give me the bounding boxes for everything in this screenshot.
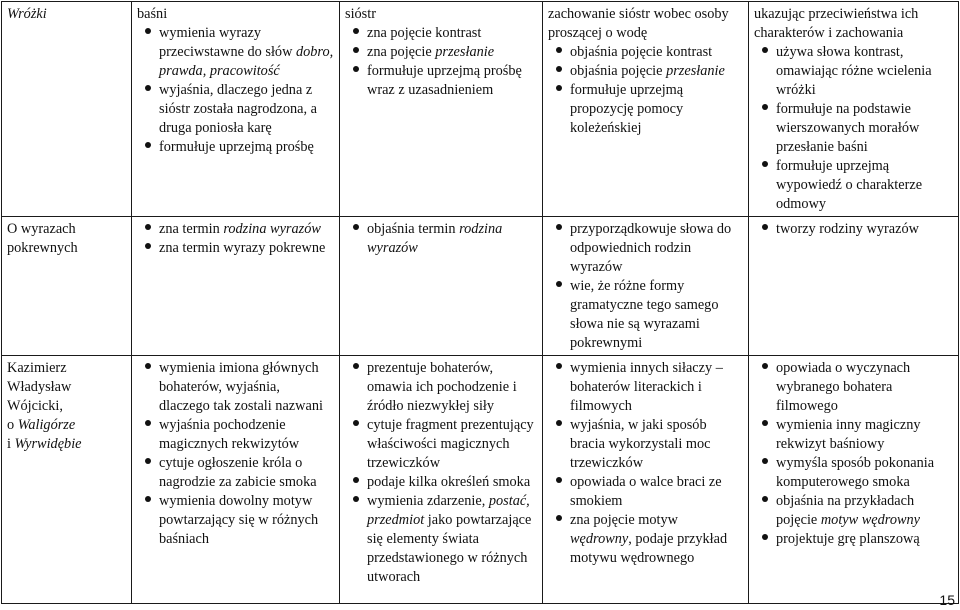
bullet-item — [345, 416, 537, 473]
bullet-icon — [137, 492, 159, 511]
item-text: cytuje fragment prezentujący właściwości magicznych trzewiczków — [367, 417, 534, 471]
continued-text — [137, 5, 334, 24]
bullet-item — [548, 277, 743, 353]
bullet-item — [548, 511, 743, 568]
italic-term: rodzina wyrazów — [223, 221, 321, 237]
item-text: wymienia dowolny motyw powtarzający się w różnych baśniach — [159, 493, 319, 547]
bullet-icon — [345, 24, 367, 43]
bullet-icon — [548, 511, 570, 530]
item-text: wymienia zdarzenie, — [367, 493, 489, 509]
item-text: prezentuje bohaterów, omawia ich pochodzenie i źródło niezwykłej siły — [367, 360, 517, 414]
bullet-item — [548, 43, 743, 62]
bullet-item — [548, 416, 743, 473]
italic-term: przesłanie — [435, 44, 495, 60]
bullet-icon — [754, 454, 776, 473]
item-text: tworzy rodziny wyrazów — [776, 221, 919, 237]
item-text: wymienia innych siłaczy – bohaterów literackich i filmowych — [570, 360, 723, 414]
bullet-icon — [754, 359, 776, 378]
item-text: ukazując przeciwieństwa ich charakterów i zachowania — [754, 6, 919, 41]
bullet-icon — [137, 359, 159, 378]
item-text: objaśnia termin — [367, 221, 460, 237]
bullet-icon — [137, 416, 159, 435]
bullet-icon — [754, 530, 776, 549]
grade-cell — [749, 2, 959, 217]
bullet-icon — [548, 277, 570, 296]
topic-title-line: i Wyrwidębie — [7, 436, 82, 452]
bullet-item — [754, 416, 953, 454]
bullet-item — [548, 359, 743, 416]
bullet-icon — [137, 24, 159, 43]
bullet-item — [345, 24, 537, 43]
topic-title: Wróżki — [7, 6, 47, 22]
table-row — [2, 356, 959, 604]
italic-term: przesłanie — [666, 63, 725, 79]
continued-text — [754, 5, 953, 43]
item-text: objaśnia pojęcie — [570, 63, 667, 79]
bullet-item — [754, 157, 953, 214]
bullet-icon — [345, 359, 367, 378]
bullet-item — [345, 359, 537, 416]
item-text: jako powtarzające się elementy świata przedstawionego w różnych utworach — [367, 512, 532, 585]
item-text: wyjaśnia, dlaczego jedna z sióstr została nagrodzona, a druga poniosła karę — [159, 82, 318, 136]
item-text: zna termin — [159, 221, 224, 237]
grade-cell — [132, 217, 340, 356]
bullet-icon — [548, 473, 570, 492]
item-text: zna termin wyrazy pokrewne — [159, 240, 326, 256]
bullet-icon — [345, 492, 367, 511]
grade-cell — [340, 2, 543, 217]
item-text: wymienia inny magiczny rekwizyt baśniowy — [776, 417, 921, 452]
topic-cell — [2, 356, 132, 604]
bullet-item — [548, 81, 743, 138]
bullet-icon — [137, 220, 159, 239]
item-text: zachowanie sióstr wobec osoby proszącej o wodę — [548, 6, 729, 41]
competency-table — [1, 1, 959, 604]
bullet-icon — [345, 473, 367, 492]
bullet-item — [137, 416, 334, 454]
topic-author-line: Władysław — [7, 379, 72, 395]
topic-title-line: O wyrazach — [7, 221, 76, 237]
item-text: formułuje na podstawie wierszowanych morałów przesłanie baśni — [776, 101, 920, 155]
bullet-icon — [345, 62, 367, 81]
bullet-item — [137, 138, 334, 157]
grade-cell — [132, 356, 340, 604]
item-text: przyporządkowuje słowa do odpowiednich rodzin wyrazów — [570, 221, 732, 275]
topic-work-title: Waligórze — [17, 417, 76, 433]
italic-term: wędrowny — [570, 531, 629, 547]
grade-cell — [543, 2, 749, 217]
bullet-icon — [754, 492, 776, 511]
item-text: zna pojęcie — [367, 44, 436, 60]
grade-cell — [543, 356, 749, 604]
bullet-icon — [754, 416, 776, 435]
item-text: wie, że różne formy gramatyczne tego samego słowa nie są wyrazami pokrewnymi — [570, 278, 719, 351]
item-text: objaśnia na przykładach pojęcie — [776, 493, 915, 528]
item-text: baśni — [137, 6, 168, 22]
bullet-item — [345, 492, 537, 587]
bullet-item — [754, 530, 953, 549]
bullet-item — [345, 473, 537, 492]
grade-cell — [543, 217, 749, 356]
bullet-icon — [345, 220, 367, 239]
bullet-icon — [754, 43, 776, 62]
item-text: objaśnia pojęcie kontrast — [570, 44, 713, 60]
grade-cell — [749, 356, 959, 604]
grade-cell — [132, 2, 340, 217]
item-text: cytuje ogłoszenie króla o nagrodzie za zabicie smoka — [159, 455, 317, 490]
bullet-icon — [137, 138, 159, 157]
bullet-icon — [548, 359, 570, 378]
topic-author-line: Wójcicki, — [7, 398, 63, 414]
item-text: formułuje uprzejmą wypowiedź o charakterze odmowy — [776, 158, 923, 212]
bullet-icon — [137, 454, 159, 473]
bullet-item — [137, 239, 334, 258]
item-text: wymyśla sposób pokonania komputerowego smoka — [776, 455, 935, 490]
bullet-item — [754, 100, 953, 157]
bullet-icon — [548, 43, 570, 62]
bullet-icon — [345, 43, 367, 62]
item-text: , podaje przykład motywu wędrownego — [570, 531, 728, 566]
bullet-item — [754, 220, 953, 239]
bullet-icon — [137, 81, 159, 100]
bullet-icon — [137, 239, 159, 258]
bullet-icon — [345, 416, 367, 435]
italic-term: rodzina wyrazów — [367, 221, 503, 256]
bullet-item — [345, 43, 537, 62]
bullet-item — [137, 359, 334, 416]
item-text: formułuje uprzejmą propozycję pomocy koleżeńskiej — [570, 82, 684, 136]
bullet-item — [548, 62, 743, 81]
topic-title-line: pokrewnych — [7, 240, 78, 256]
item-text: zna pojęcie motyw — [570, 512, 678, 528]
bullet-item — [548, 220, 743, 277]
item-text: używa słowa kontrast, omawiając różne wcielenia wróżki — [776, 44, 932, 98]
item-text: opowiada o wyczynach wybranego bohatera filmowego — [776, 360, 911, 414]
bullet-item — [137, 24, 334, 81]
topic-cell — [2, 2, 132, 217]
bullet-icon — [548, 81, 570, 100]
topic-cell — [2, 217, 132, 356]
italic-term: postać, przedmiot — [367, 493, 530, 528]
bullet-item — [754, 359, 953, 416]
table-row — [2, 217, 959, 356]
topic-work-title: Wyrwidębie — [14, 436, 82, 452]
item-text: formułuje uprzejmą prośbę wraz z uzasadnieniem — [367, 63, 522, 98]
grade-cell — [340, 217, 543, 356]
item-text: wymienia imiona głównych bohaterów, wyjaśnia, dlaczego tak zostali nazwani — [159, 360, 323, 414]
italic-term: dobro, prawda, pracowitość — [159, 44, 334, 79]
bullet-icon — [548, 62, 570, 81]
table-row — [2, 2, 959, 217]
italic-term: motyw wędrowny — [820, 512, 921, 528]
grade-cell — [340, 356, 543, 604]
continued-text — [548, 5, 743, 43]
bullet-item — [137, 220, 334, 239]
item-text: formułuje uprzejmą prośbę — [159, 139, 314, 155]
item-text: zna pojęcie kontrast — [367, 25, 482, 41]
bullet-item — [137, 81, 334, 138]
bullet-item — [754, 454, 953, 492]
bullet-icon — [548, 416, 570, 435]
bullet-item — [754, 492, 953, 530]
bullet-icon — [548, 220, 570, 239]
bullet-item — [345, 220, 537, 258]
topic-author-line: Kazimierz — [7, 360, 67, 376]
item-text: wymienia wyrazy przeciwstawne do słów — [159, 25, 296, 60]
bullet-icon — [754, 157, 776, 176]
bullet-icon — [754, 220, 776, 239]
bullet-icon — [754, 100, 776, 119]
item-text: wyjaśnia, w jaki sposób bracia wykorzystali moc trzewiczków — [570, 417, 711, 471]
bullet-item — [754, 43, 953, 100]
bullet-item — [137, 454, 334, 492]
item-text: sióstr — [345, 6, 376, 22]
topic-title-line: o Waligórze — [7, 417, 76, 433]
bullet-item — [548, 473, 743, 511]
continued-text — [345, 5, 537, 24]
item-text: wyjaśnia pochodzenie magicznych rekwizytów — [159, 417, 300, 452]
item-text: opowiada o walce braci ze smokiem — [570, 474, 722, 509]
item-text: podaje kilka określeń smoka — [367, 474, 531, 490]
page-number: 15 — [939, 592, 955, 608]
item-text: projektuje grę planszową — [776, 531, 920, 547]
grade-cell — [749, 217, 959, 356]
bullet-item — [137, 492, 334, 549]
bullet-item — [345, 62, 537, 100]
